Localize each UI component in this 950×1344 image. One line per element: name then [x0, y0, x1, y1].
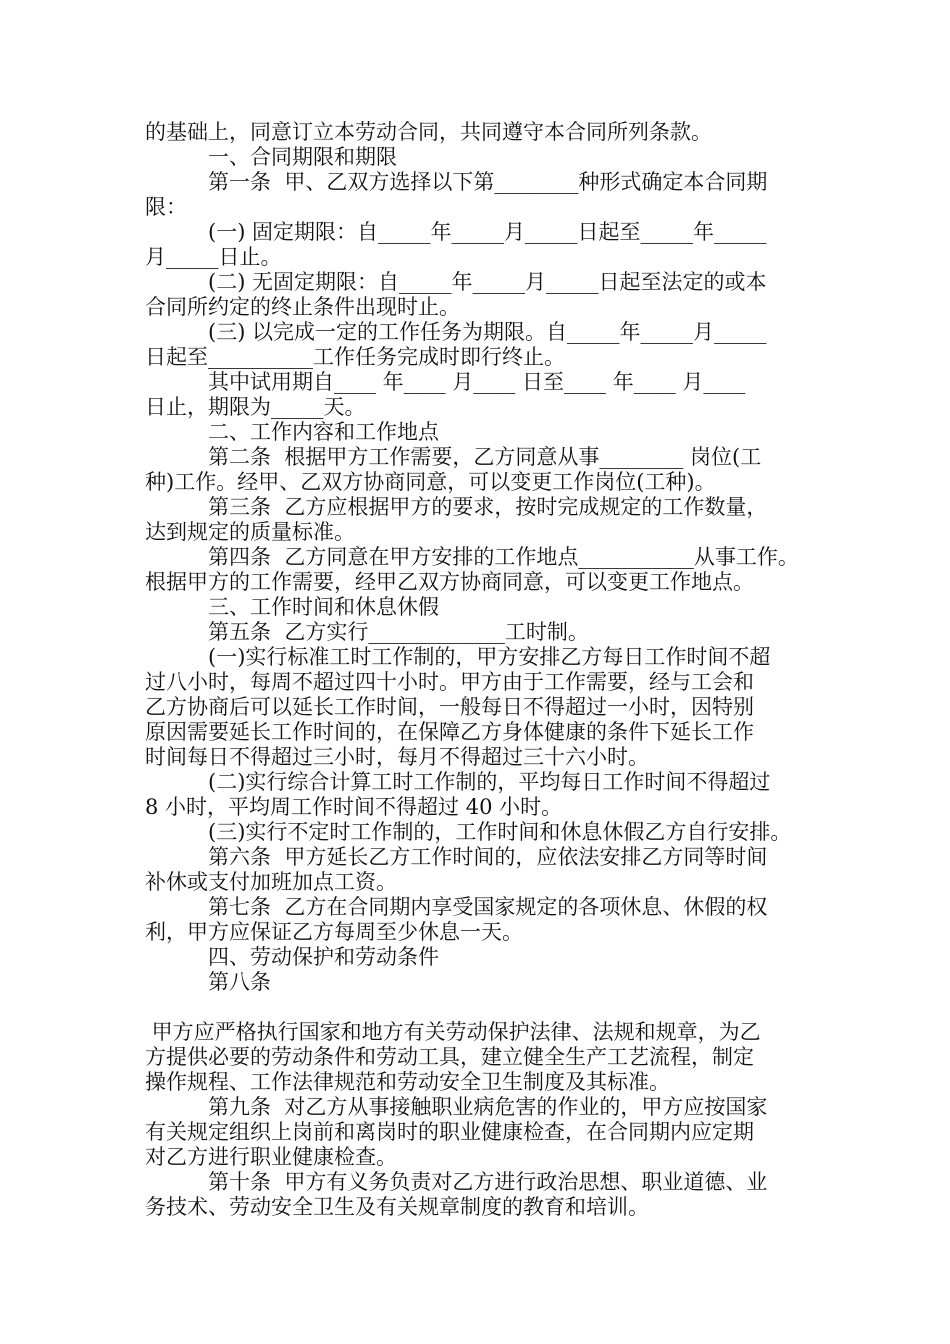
text-line: 第五条 乙方实行_____________工时制。	[145, 620, 589, 644]
text-line: 方提供必要的劳动条件和劳动工具，建立健全生产工艺流程，制定	[145, 1045, 754, 1069]
text-line: (三) 以完成一定的工作任务为期限。自_____年_____月_____	[145, 320, 767, 344]
text-line: 第十条 甲方有义务负责对乙方进行政治思想、职业道德、业	[145, 1170, 768, 1194]
text-line: 月_____日止。	[145, 245, 282, 269]
text-line: 原因需要延长工作时间的，在保障乙方身体健康的条件下延长工作	[145, 720, 754, 744]
text-line: 8 小时，平均周工作时间不得超过 40 小时。	[145, 795, 563, 819]
text-line: 合同所约定的终止条件出现时止。	[145, 295, 460, 319]
text-line: 对乙方进行职业健康检查。	[145, 1145, 397, 1169]
text-line: 其中试用期自____ 年____ 月____ 日至____ 年____ 月____	[145, 370, 746, 394]
text-line: 四、劳动保护和劳动条件	[145, 945, 439, 969]
text-line: 第三条 乙方应根据甲方的要求，按时完成规定的工作数量，	[145, 495, 768, 519]
text-line: 操作规程、工作法律规范和劳动安全卫生制度及其标准。	[145, 1070, 670, 1094]
text-line: 第七条 乙方在合同期内享受国家规定的各项休息、休假的权	[145, 895, 768, 919]
text-line: 过八小时，每周不超过四十小时。甲方由于工作需要，经与工会和	[145, 670, 754, 694]
text-line: (一) 固定期限：自_____年_____月_____日起至_____年_____	[145, 220, 767, 244]
text-line: 日止，期限为_____天。	[145, 395, 366, 419]
text-line: 第九条 对乙方从事接触职业病危害的作业的，甲方应按国家	[145, 1095, 768, 1119]
text-line: 第一条 甲、乙双方选择以下第________种形式确定本合同期	[145, 170, 768, 194]
text-line: 的基础上，同意订立本劳动合同，共同遵守本合同所列条款。	[145, 120, 712, 144]
text-line: 第二条 根据甲方工作需要，乙方同意从事________ 岗位(工	[145, 445, 762, 469]
text-line: (二)实行综合计算工时工作制的，平均每日工作时间不得超过	[145, 770, 771, 794]
text-line: 利，甲方应保证乙方每周至少休息一天。	[145, 920, 523, 944]
text-line: 根据甲方的工作需要，经甲乙双方协商同意，可以变更工作地点。	[145, 570, 754, 594]
text-line: 时间每日不得超过三小时，每月不得超过三十六小时。	[145, 745, 649, 769]
text-line: 补休或支付加班加点工资。	[145, 870, 397, 894]
text-line: 日起至__________工作任务完成时即行终止。	[145, 345, 565, 369]
text-line: 达到规定的质量标准。	[145, 520, 355, 544]
text-line: (二) 无固定期限：自_____年_____月_____日起至法定的或本	[145, 270, 767, 294]
text-line: (三)实行不定时工作制的，工作时间和休息休假乙方自行安排。	[145, 820, 792, 844]
text-line: 二、工作内容和工作地点	[145, 420, 439, 444]
text-line: 限：	[145, 195, 187, 219]
text-line: 一、合同期限和期限	[145, 145, 397, 169]
blank-line	[145, 995, 815, 1020]
text-line: 种)工作。经甲、乙双方协商同意，可以变更工作岗位(工种)。	[145, 470, 716, 494]
text-line: 务技术、劳动安全卫生及有关规章制度的教育和培训。	[145, 1195, 649, 1219]
text-line: 第八条	[145, 970, 271, 994]
text-line: 三、工作时间和休息休假	[145, 595, 439, 619]
text-line: 第六条 甲方延长乙方工作时间的，应依法安排乙方同等时间	[145, 845, 768, 869]
text-line: (一)实行标准工时工作制的，甲方安排乙方每日工作时间不超	[145, 645, 771, 669]
text-line: 乙方协商后可以延长工作时间，一般每日不得超过一小时，因特别	[145, 695, 754, 719]
text-line: 有关规定组织上岗前和离岗时的职业健康检查，在合同期内应定期	[145, 1120, 754, 1144]
document-body	[145, 120, 815, 1220]
text-line: 甲方应严格执行国家和地方有关劳动保护法律、法规和规章，为乙	[145, 1020, 761, 1044]
text-line: 第四条 乙方同意在甲方安排的工作地点___________从事工作。	[145, 545, 799, 569]
